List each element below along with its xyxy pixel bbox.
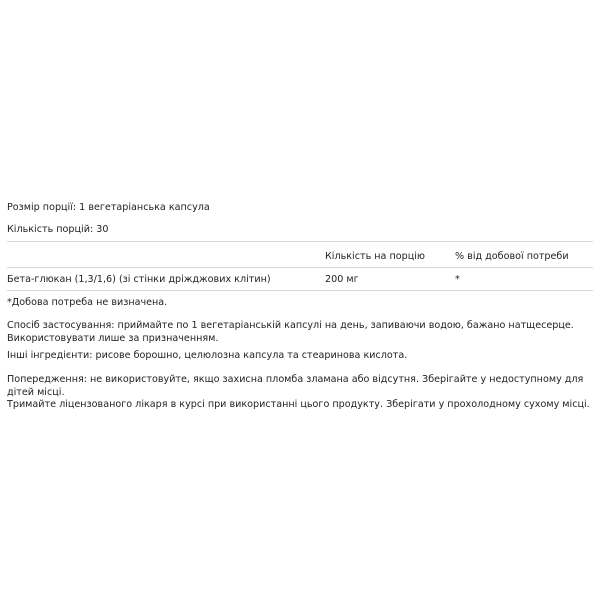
table-row	[7, 268, 593, 291]
serving-size: Розмір порції: 1 вегетаріанська капсула	[7, 202, 210, 213]
supplement-facts-table	[7, 241, 593, 291]
directions-line-1: Спосіб застосування: приймайте по 1 вегетаріанській капсулі на день, запиваючи водою, бажано натщесерце.	[7, 320, 574, 331]
directions-block	[7, 320, 593, 345]
ingredient-amount: 200 мг	[325, 274, 359, 285]
directions-line-2: Використовувати лише за призначенням.	[7, 332, 219, 344]
ingredient-name: Бета-глюкан (1,3/1,6) (зі стінки дріжджових клітин)	[7, 274, 271, 285]
servings-per-container: Кількість порцій: 30	[7, 224, 109, 235]
header-amount-per-serving: Кількість на порцію	[325, 251, 425, 262]
other-ingredients: Інші інгредієнти: рисове борошно, целюлозна капсула та стеаринова кислота.	[7, 350, 408, 361]
daily-value-footnote: *Добова потреба не визначена.	[7, 297, 168, 308]
warning-block	[7, 374, 593, 412]
ingredient-daily-value: *	[455, 274, 460, 285]
warning-line-2: Тримайте ліцензованого лікаря в курсі при використанні цього продукту. Зберігати у прохолодному сухому місці.	[7, 399, 590, 410]
header-daily-value: % від добової потреби	[455, 251, 569, 262]
table-header-row	[7, 241, 593, 268]
warning-line-1: Попередження: не використовуйте, якщо захисна пломба зламана або відсутня. Зберігайте у недоступному для дітей місці.	[7, 374, 584, 398]
